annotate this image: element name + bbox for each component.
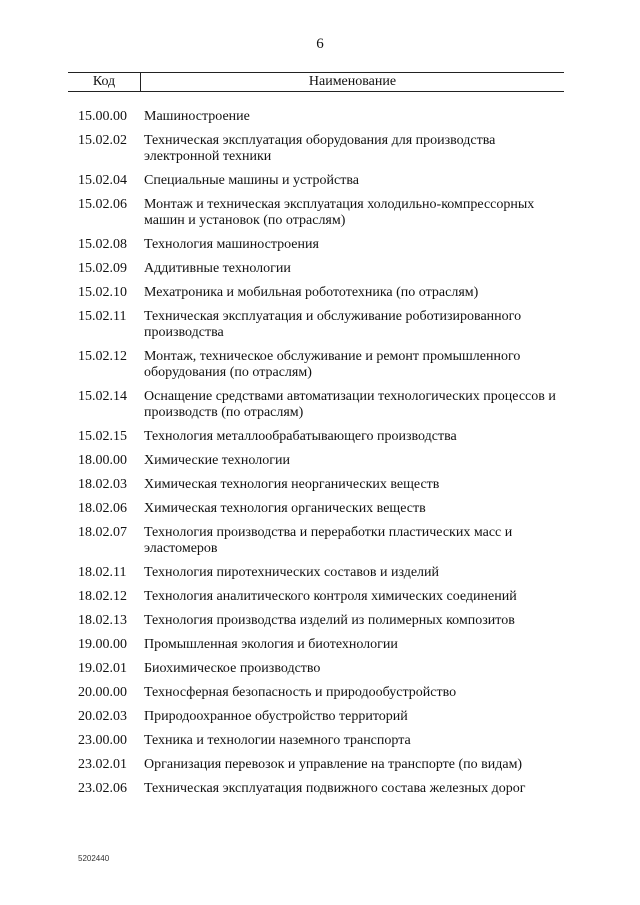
row-name: Техническая эксплуатация оборудования для производства электронной техники bbox=[144, 133, 496, 164]
table-row bbox=[78, 781, 568, 797]
table-row bbox=[78, 309, 568, 341]
row-code: 15.02.08 bbox=[78, 237, 127, 252]
row-name: Оснащение средствами автоматизации технологических процессов и производств (по отраслям) bbox=[144, 389, 556, 420]
row-name: Машиностроение bbox=[144, 109, 250, 124]
row-code: 18.02.12 bbox=[78, 589, 127, 604]
table-row bbox=[78, 349, 568, 381]
table-row bbox=[78, 389, 568, 421]
row-name: Технология производства изделий из полимерных композитов bbox=[144, 613, 515, 628]
row-code: 15.02.09 bbox=[78, 261, 127, 276]
table-row bbox=[78, 197, 568, 229]
row-code: 15.02.10 bbox=[78, 285, 127, 300]
row-name: Биохимическое производство bbox=[144, 661, 321, 676]
row-code: 18.00.00 bbox=[78, 453, 127, 468]
row-name: Техническая эксплуатация и обслуживание роботизированного производства bbox=[144, 309, 522, 340]
row-code: 18.02.07 bbox=[78, 525, 127, 540]
row-code: 18.02.13 bbox=[78, 613, 127, 628]
row-name: Специальные машины и устройства bbox=[144, 173, 359, 188]
row-name: Монтаж и техническая эксплуатация холодильно-компрессорных машин и установок (по отраслям) bbox=[144, 197, 535, 228]
row-name: Природоохранное обустройство территорий bbox=[144, 709, 408, 724]
row-code: 19.02.01 bbox=[78, 661, 127, 676]
row-code: 18.02.11 bbox=[78, 565, 127, 580]
table-row bbox=[78, 237, 568, 253]
table-row bbox=[78, 709, 568, 725]
table-row bbox=[78, 613, 568, 629]
row-code: 23.02.01 bbox=[78, 757, 127, 772]
row-name: Организация перевозок и управление на транспорте (по видам) bbox=[144, 757, 523, 772]
row-code: 15.02.04 bbox=[78, 173, 127, 188]
table-row bbox=[78, 525, 568, 557]
row-name: Химическая технология неорганических веществ bbox=[144, 477, 440, 492]
row-name: Технология металлообрабатывающего производства bbox=[144, 429, 457, 444]
row-code: 23.00.00 bbox=[78, 733, 127, 748]
row-name: Техническая эксплуатация подвижного состава железных дорог bbox=[144, 781, 526, 796]
row-name: Химическая технология органических веществ bbox=[144, 501, 426, 516]
row-name: Техника и технологии наземного транспорта bbox=[144, 733, 411, 748]
row-name: Технология производства и переработки пластических масс и эластомеров bbox=[144, 525, 513, 556]
table-row bbox=[78, 501, 568, 517]
table-row bbox=[78, 429, 568, 445]
table-header bbox=[68, 72, 564, 92]
table-row bbox=[78, 733, 568, 749]
row-code: 23.02.06 bbox=[78, 781, 127, 796]
row-code: 15.02.02 bbox=[78, 133, 127, 148]
column-header-code: Код bbox=[68, 73, 141, 91]
row-name: Химические технологии bbox=[144, 453, 290, 468]
table-row bbox=[78, 589, 568, 605]
table-row bbox=[78, 477, 568, 493]
document-id: 5202440 bbox=[78, 854, 110, 863]
row-code: 15.00.00 bbox=[78, 109, 127, 124]
table-row bbox=[78, 685, 568, 701]
table-row bbox=[78, 637, 568, 653]
row-code: 15.02.12 bbox=[78, 349, 127, 364]
row-name: Промышленная экология и биотехнологии bbox=[144, 637, 398, 652]
table-row bbox=[78, 453, 568, 469]
row-code: 20.00.00 bbox=[78, 685, 127, 700]
table-body bbox=[78, 109, 568, 805]
row-name: Технология аналитического контроля химических соединений bbox=[144, 589, 517, 604]
table-row bbox=[78, 285, 568, 301]
row-name: Технология машиностроения bbox=[144, 237, 319, 252]
row-code: 19.00.00 bbox=[78, 637, 127, 652]
page-number: 6 bbox=[316, 36, 324, 52]
row-name: Техносферная безопасность и природообустройство bbox=[144, 685, 457, 700]
table-row bbox=[78, 565, 568, 581]
row-code: 15.02.14 bbox=[78, 389, 127, 404]
row-name: Аддитивные технологии bbox=[144, 261, 291, 276]
table-row bbox=[78, 109, 568, 125]
row-name: Монтаж, техническое обслуживание и ремонт промышленного оборудования (по отраслям) bbox=[144, 349, 521, 380]
row-code: 15.02.11 bbox=[78, 309, 127, 324]
table-row bbox=[78, 757, 568, 773]
table-row bbox=[78, 173, 568, 189]
row-code: 20.02.03 bbox=[78, 709, 127, 724]
row-code: 15.02.15 bbox=[78, 429, 127, 444]
row-code: 15.02.06 bbox=[78, 197, 127, 212]
row-code: 18.02.03 bbox=[78, 477, 127, 492]
row-code: 18.02.06 bbox=[78, 501, 127, 516]
table-row bbox=[78, 133, 568, 165]
table-row bbox=[78, 661, 568, 677]
row-name: Технология пиротехнических составов и изделий bbox=[144, 565, 440, 580]
row-name: Мехатроника и мобильная робототехника (по отраслям) bbox=[144, 285, 479, 300]
table-row bbox=[78, 261, 568, 277]
column-header-name: Наименование bbox=[308, 74, 397, 89]
